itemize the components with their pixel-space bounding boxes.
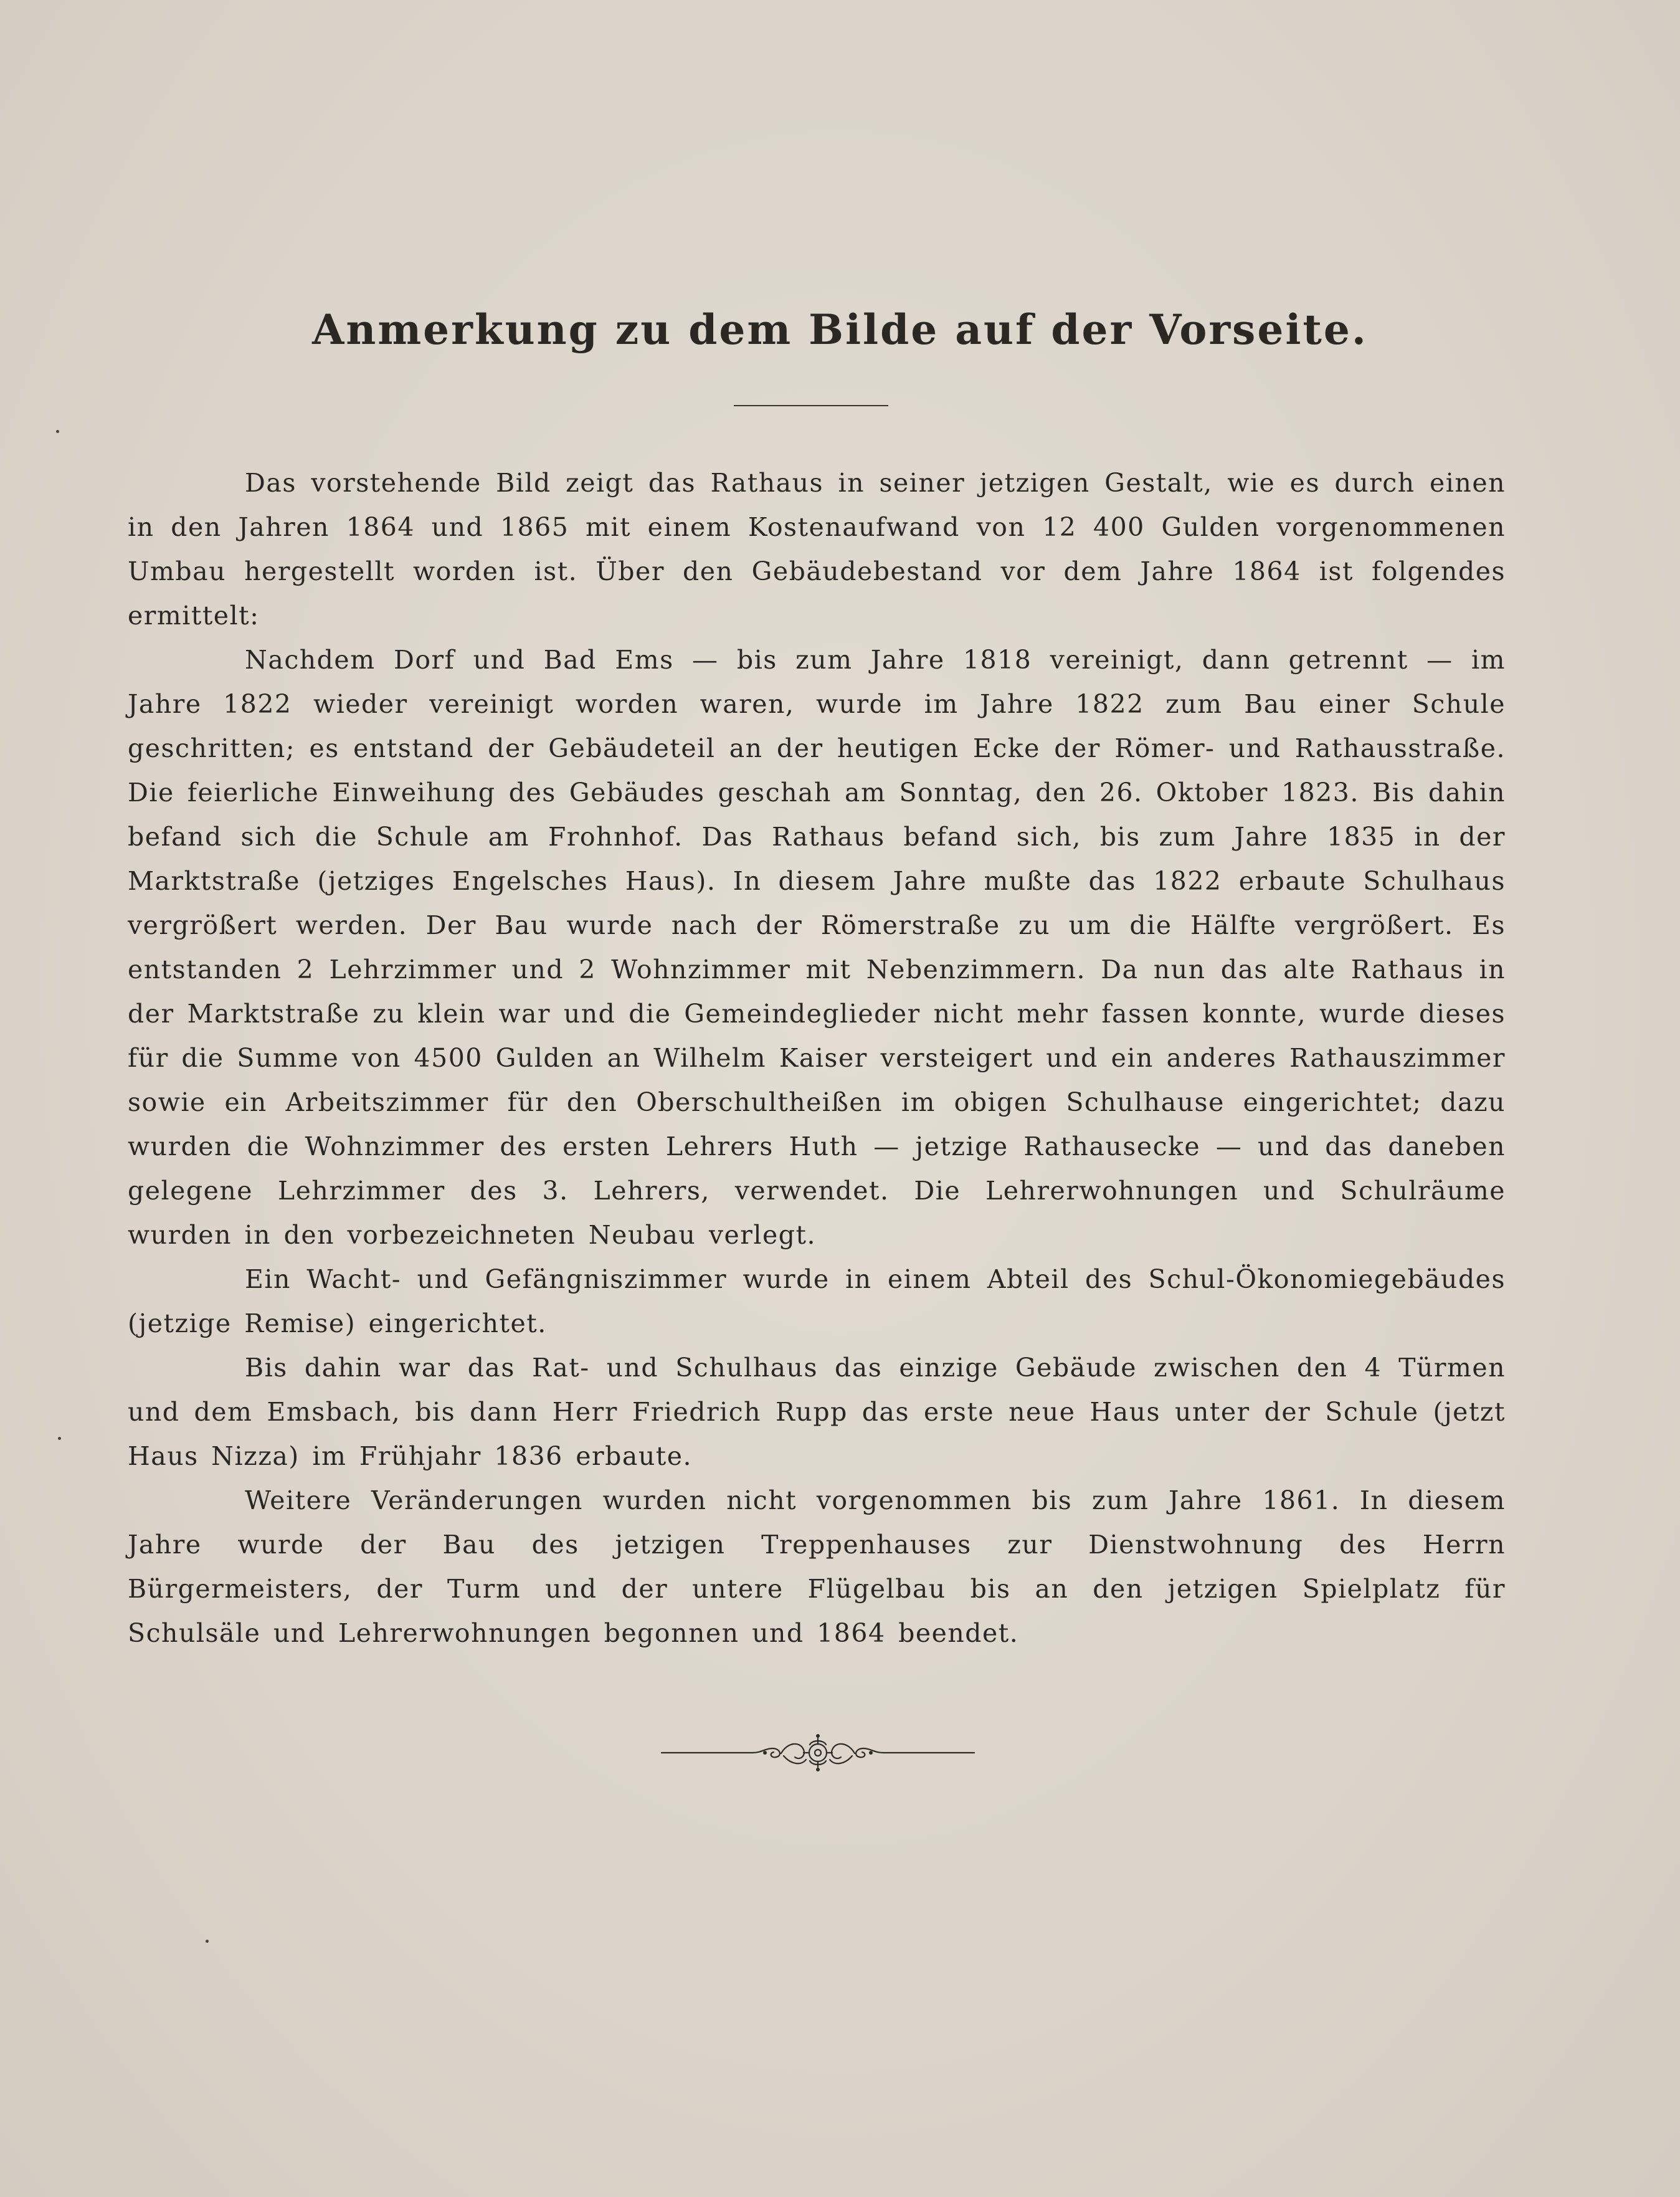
- title-divider: [734, 405, 888, 406]
- paragraph-5: Weitere Veränderungen wurden nicht vorgenommen bis zum Jahre 1861. In diesem Jahre wurde der Bau des jetzigen Treppenhauses zur Dienstwohnung des Herrn Bürgermeisters, der Turm und der untere Flügelbau bis an den jetzigen Spielplatz für Schulsäle und Lehrerwohnungen begonnen und 1864 beendet.: [128, 1485, 1506, 1648]
- paper-speck: [206, 1940, 209, 1943]
- paragraph-2: Nachdem Dorf und Bad Ems — bis zum Jahre 1818 vereinigt, dann getrennt — im Jahre 1822 wieder vereinigt worden waren, wurde im Jahre 1822 zum Bau einer Schule geschritten; es entstand der Gebäudeteil an der heutigen Ecke der Römer- und Rathausstraße. Die feierliche Einweihung des Gebäudes geschah am Sonntag, den 26. Oktober 1823. Bis dahin befand sich die Schule am Frohnhof. Das Rathaus befand sich, bis zum Jahre 1835 in der Marktstraße (jetziges Engelsches Haus). In diesem Jahre mußte das 1822 erbaute Schulhaus vergrößert werden. Der Bau wurde nach der Römerstraße zu um die Hälfte vergrößert. Es entstanden 2 Lehrzimmer und 2 Wohnzimmer mit Nebenzimmern. Da nun das alte Rathaus in der Marktstraße zu klein war und die Gemeindeglieder nicht mehr fassen konnte, wurde dieses für die Summe von 4500 Gulden an Wilhelm Kaiser versteigert und ein anderes Rathauszimmer sowie ein Arbeitszimmer für den Oberschultheißen im obigen Schulhause eingerichtet; dazu wurden die Wohnzimmer des ersten Lehrers Huth — jetzige Rathausecke — und das daneben gelegene Lehrzimmer des 3. Lehrers, verwendet. Die Lehrerwohnungen und Schulräume wurden in den vorbezeichneten Neubau verlegt.: [128, 645, 1506, 1250]
- paper-speck: [56, 430, 59, 433]
- paragraph-1: Das vorstehende Bild zeigt das Rathaus in seiner jetzigen Gestalt, wie es durch einen in den Jahren 1864 und 1865 mit einem Kostenaufwand von 12 400 Gulden vorgenommenen Umbau hergestellt worden ist. Über den Gebäudebestand vor dem Jahre 1864 ist folgendes ermittelt:: [128, 468, 1506, 631]
- page-title: Anmerkung zu dem Bilde auf der Vorseite.: [312, 305, 1368, 354]
- document-body: [128, 461, 1506, 1656]
- paragraph-3: Ein Wacht- und Gefängniszimmer wurde in einem Abteil des Schul-Ökonomiegebäudes (jetzige Remise) eingerichtet.: [128, 1264, 1506, 1338]
- paragraph-4: Bis dahin war das Rat- und Schulhaus das einzige Gebäude zwischen den 4 Türmen und dem Emsbach, bis dann Herr Friedrich Rupp das erste neue Haus unter der Schule (jetzt Haus Nizza) im Frühjahr 1836 erbaute.: [128, 1353, 1506, 1471]
- fleuron-divider-icon: [659, 1731, 977, 1775]
- paper-speck: [58, 1437, 61, 1440]
